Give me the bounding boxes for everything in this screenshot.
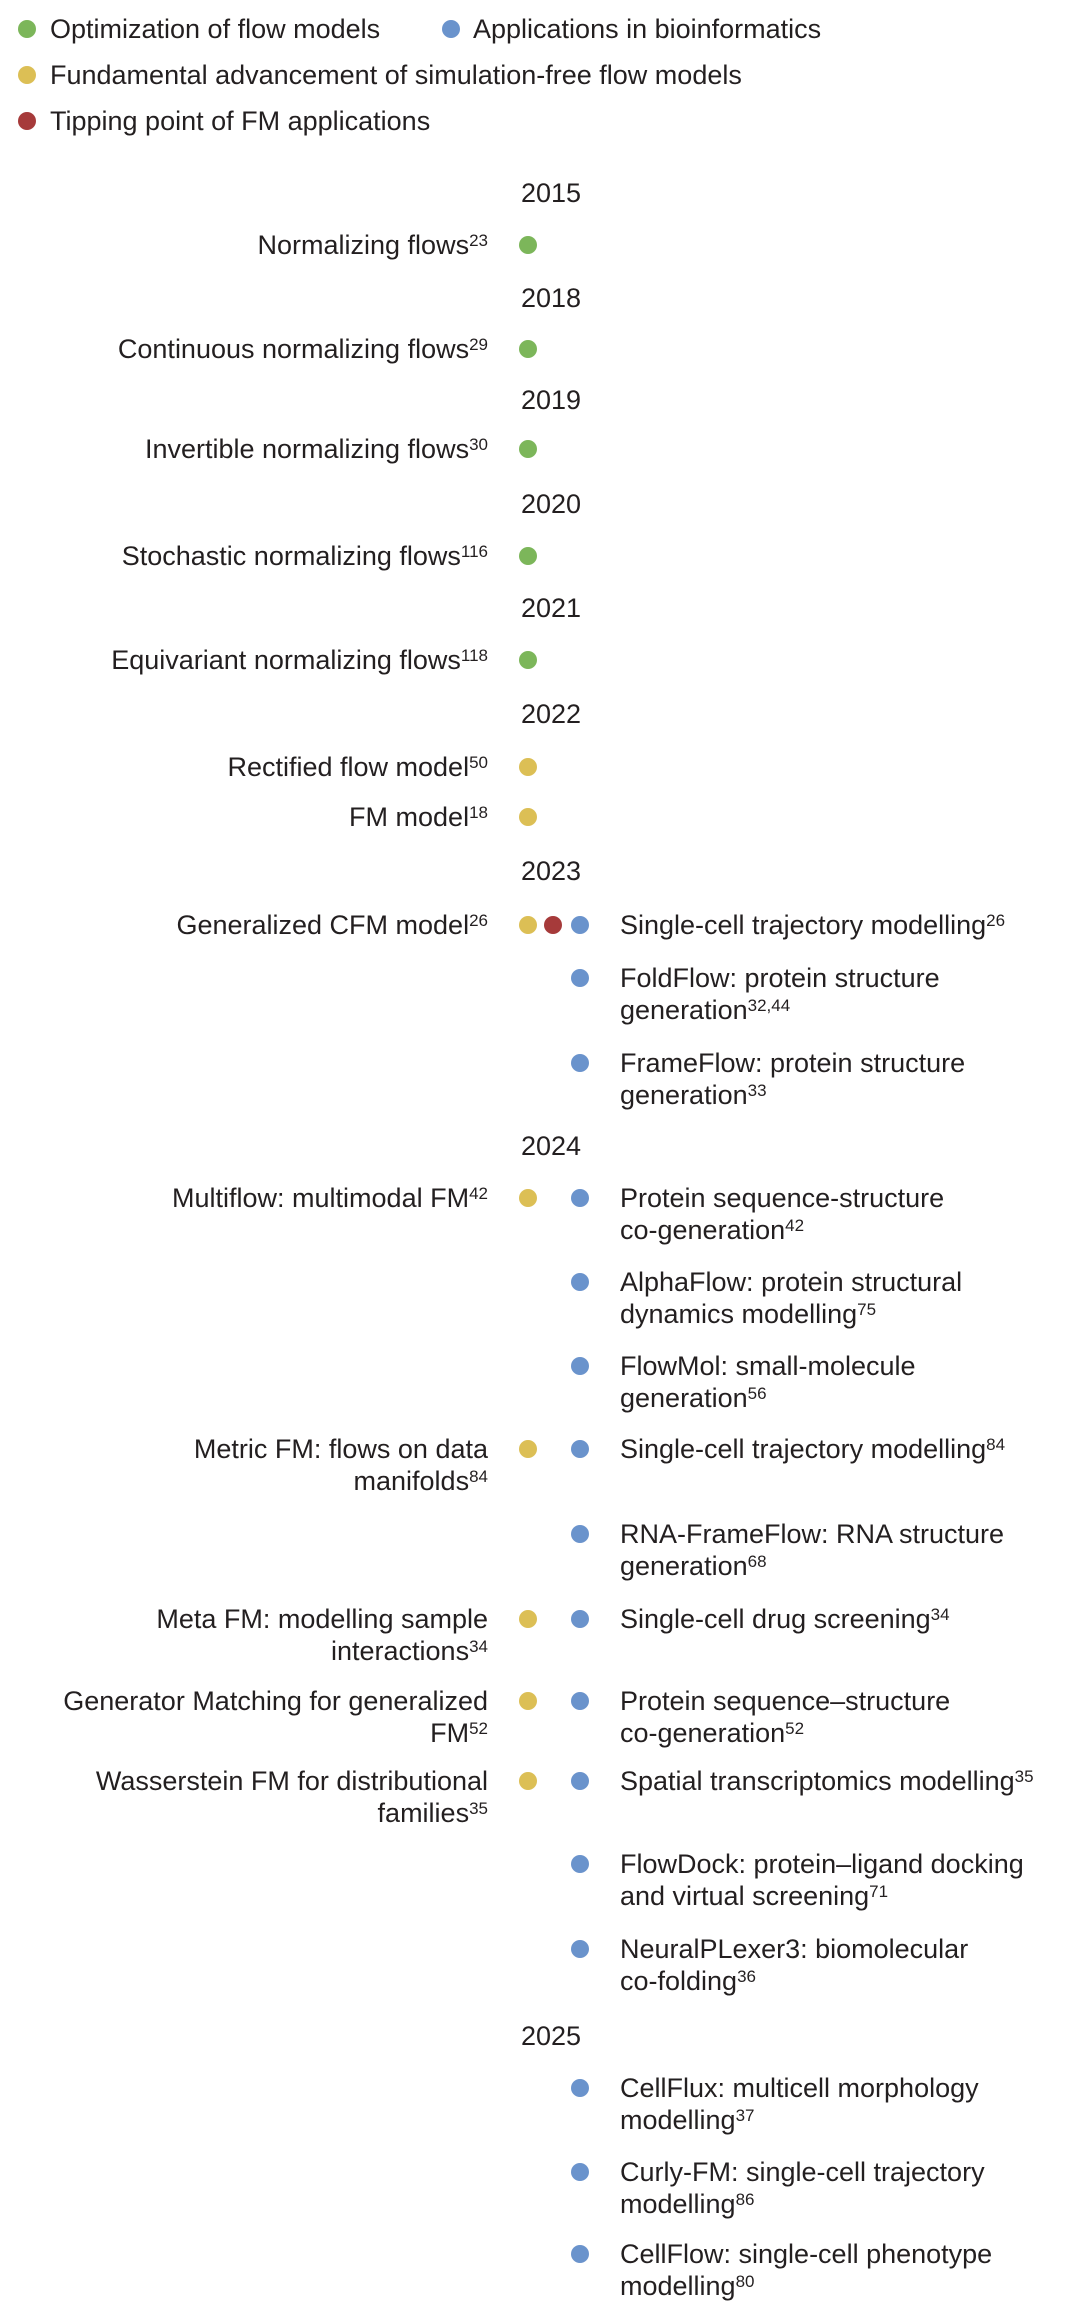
event-title-line1: Curly-FM: single-cell trajectory <box>620 2157 985 2187</box>
event-ref: 32,44 <box>747 996 791 1015</box>
event-title-line1: AlphaFlow: protein structural <box>620 1267 963 1297</box>
blue-dot-icon <box>571 916 589 934</box>
event-title-line2: generation <box>620 1551 748 1581</box>
event-title-line2: manifolds <box>353 1466 470 1496</box>
green-dot-icon <box>519 236 537 254</box>
event-ref: 33 <box>747 1081 767 1100</box>
event-title-line2: generation <box>620 1383 748 1413</box>
event-title-line1: Protein sequence-structure <box>620 1183 945 1213</box>
event-ref: 84 <box>469 1467 488 1486</box>
left-event <box>111 644 488 676</box>
event-ref: 52 <box>785 1719 805 1738</box>
left-event <box>194 1433 488 1497</box>
yellow-dot-icon <box>519 1772 537 1790</box>
event-title-line2: generation <box>620 995 748 1025</box>
event-ref: 35 <box>469 1799 488 1818</box>
left-event <box>63 1685 488 1749</box>
legend-green-dot-icon <box>18 20 36 38</box>
event-title-line1: FlowMol: small-molecule <box>620 1351 916 1381</box>
event-title: Rectified flow model <box>227 752 470 782</box>
event-ref: 36 <box>737 1967 756 1986</box>
left-event <box>349 801 488 833</box>
right-event <box>620 1266 1060 1330</box>
event-title: Single-cell drug screening <box>620 1604 931 1634</box>
blue-dot-icon <box>571 1855 589 1873</box>
event-ref: 75 <box>857 1300 877 1319</box>
event-title: Single-cell trajectory modelling <box>620 910 987 940</box>
event-ref: 52 <box>469 1719 488 1738</box>
green-dot-icon <box>519 440 537 458</box>
left-event <box>172 1182 488 1214</box>
right-event <box>620 1765 1060 1797</box>
left-event <box>176 909 488 941</box>
event-ref: 29 <box>469 335 488 354</box>
left-event <box>96 1765 488 1829</box>
yellow-dot-icon <box>519 758 537 776</box>
blue-dot-icon <box>571 2163 589 2181</box>
right-event <box>620 2072 1060 2136</box>
blue-dot-icon <box>571 1440 589 1458</box>
event-title: Equivariant normalizing flows <box>111 645 461 675</box>
yellow-dot-icon <box>519 1692 537 1710</box>
event-ref: 118 <box>460 646 488 665</box>
blue-dot-icon <box>571 1692 589 1710</box>
legend-label-tipping-point: Tipping point of FM applications <box>50 106 431 136</box>
event-title-line1: RNA-FrameFlow: RNA structure <box>620 1519 1005 1549</box>
event-ref: 18 <box>469 803 488 822</box>
event-title-line1: Meta FM: modelling sample <box>156 1604 488 1634</box>
yellow-dot-icon <box>519 1610 537 1628</box>
event-ref: 26 <box>986 911 1006 930</box>
year-label: 2024 <box>521 1131 582 1161</box>
left-event <box>118 333 488 365</box>
event-title-line2: families <box>377 1798 470 1828</box>
right-event <box>620 1933 1060 1997</box>
event-title-line2: co-generation <box>620 1215 786 1245</box>
right-event <box>620 1047 1060 1111</box>
event-ref: 23 <box>469 231 488 250</box>
legend-yellow-dot-icon <box>18 66 36 84</box>
right-event <box>620 1433 1060 1465</box>
event-title-line1: FoldFlow: protein structure <box>620 963 940 993</box>
event-title-line1: CellFlux: multicell morphology <box>620 2073 979 2103</box>
event-ref: 50 <box>469 753 488 772</box>
year-label: 2015 <box>521 178 582 208</box>
legend-blue-dot-icon <box>442 20 460 38</box>
green-dot-icon <box>519 340 537 358</box>
yellow-dot-icon <box>519 916 537 934</box>
right-event <box>620 2238 1060 2302</box>
event-ref: 26 <box>469 911 488 930</box>
blue-dot-icon <box>571 1525 589 1543</box>
event-title: Multiflow: multimodal FM <box>172 1183 470 1213</box>
blue-dot-icon <box>571 1357 589 1375</box>
year-label: 2021 <box>521 593 582 623</box>
event-title: Stochastic normalizing flows <box>121 541 461 571</box>
left-event <box>122 540 488 572</box>
blue-dot-icon <box>571 2079 589 2097</box>
blue-dot-icon <box>571 1273 589 1291</box>
event-title: FM model <box>349 802 470 832</box>
event-title-line2: co-generation <box>620 1718 786 1748</box>
blue-dot-icon <box>571 1054 589 1072</box>
event-title-line2: modelling <box>620 2271 736 2301</box>
blue-dot-icon <box>571 1189 589 1207</box>
event-title-line2: modelling <box>620 2189 736 2219</box>
legend-red-dot-icon <box>18 112 36 130</box>
year-label: 2019 <box>521 385 582 415</box>
event-title: Normalizing flows <box>257 230 470 260</box>
event-title-line1: Metric FM: flows on data <box>193 1434 488 1464</box>
event-ref: 84 <box>986 1435 1006 1454</box>
event-title-line2: dynamics modelling <box>620 1299 858 1329</box>
blue-dot-icon <box>571 1610 589 1628</box>
event-title-line2: and virtual screening <box>620 1881 870 1911</box>
year-label: 2025 <box>521 2021 582 2051</box>
event-title-line1: Generator Matching for generalized <box>63 1686 488 1716</box>
right-event <box>620 962 1060 1026</box>
event-title-line2: FM <box>430 1718 470 1748</box>
event-title-line1: Wasserstein FM for distributional <box>95 1766 488 1796</box>
right-event <box>620 1350 1060 1414</box>
event-ref: 80 <box>735 2272 755 2291</box>
blue-dot-icon <box>571 969 589 987</box>
right-event <box>620 1182 1060 1246</box>
event-ref: 86 <box>735 2190 755 2209</box>
blue-dot-icon <box>571 1772 589 1790</box>
red-dot-icon <box>544 916 562 934</box>
event-ref: 42 <box>785 1216 805 1235</box>
event-ref: 30 <box>469 435 488 454</box>
event-ref: 35 <box>1014 1767 1034 1786</box>
left-event <box>227 751 488 783</box>
event-ref: 34 <box>930 1605 950 1624</box>
green-dot-icon <box>519 547 537 565</box>
event-title-line2: co-folding <box>620 1966 738 1996</box>
right-event <box>620 1603 1060 1635</box>
year-label: 2020 <box>521 489 582 519</box>
yellow-dot-icon <box>519 1189 537 1207</box>
event-title: Invertible normalizing flows <box>144 434 470 464</box>
legend-label-applications: Applications in bioinformatics <box>473 14 822 44</box>
left-event <box>145 433 488 465</box>
event-ref: 71 <box>869 1882 889 1901</box>
event-title: Spatial transcriptomics modelling <box>620 1766 1015 1796</box>
left-event <box>156 1603 488 1667</box>
event-ref: 68 <box>747 1552 767 1571</box>
event-title-line1: CellFlow: single-cell phenotype <box>620 2239 993 2269</box>
event-title: Single-cell trajectory modelling <box>620 1434 987 1464</box>
left-event <box>258 229 488 261</box>
year-label: 2018 <box>521 283 582 313</box>
right-event <box>620 1848 1060 1912</box>
event-title: Generalized CFM model <box>176 910 470 940</box>
year-label: 2023 <box>521 856 582 886</box>
blue-dot-icon <box>571 2245 589 2263</box>
event-title-line1: FlowDock: protein–ligand docking <box>620 1849 1024 1879</box>
event-title-line2: generation <box>620 1080 748 1110</box>
right-event <box>620 1518 1060 1582</box>
event-ref: 56 <box>747 1384 767 1403</box>
event-title-line2: interactions <box>331 1636 470 1666</box>
event-ref: 42 <box>469 1184 488 1203</box>
event-ref: 116 <box>460 542 488 561</box>
event-title-line2: modelling <box>620 2105 736 2135</box>
year-label: 2022 <box>521 699 582 729</box>
legend-label-fundamental: Fundamental advancement of simulation-free flow models <box>50 60 742 90</box>
green-dot-icon <box>519 651 537 669</box>
event-ref: 34 <box>469 1637 488 1656</box>
event-ref: 37 <box>735 2106 755 2125</box>
blue-dot-icon <box>571 1940 589 1958</box>
event-title-line1: FrameFlow: protein structure <box>620 1048 966 1078</box>
yellow-dot-icon <box>519 808 537 826</box>
right-event <box>620 1685 1060 1749</box>
legend-label-optimization: Optimization of flow models <box>50 14 381 44</box>
event-title: Continuous normalizing flows <box>117 334 470 364</box>
event-title-line1: Protein sequence–structure <box>620 1686 951 1716</box>
right-event <box>620 909 1060 941</box>
event-title-line1: NeuralPLexer3: biomolecular <box>620 1934 969 1964</box>
right-event <box>620 2156 1060 2220</box>
yellow-dot-icon <box>519 1440 537 1458</box>
